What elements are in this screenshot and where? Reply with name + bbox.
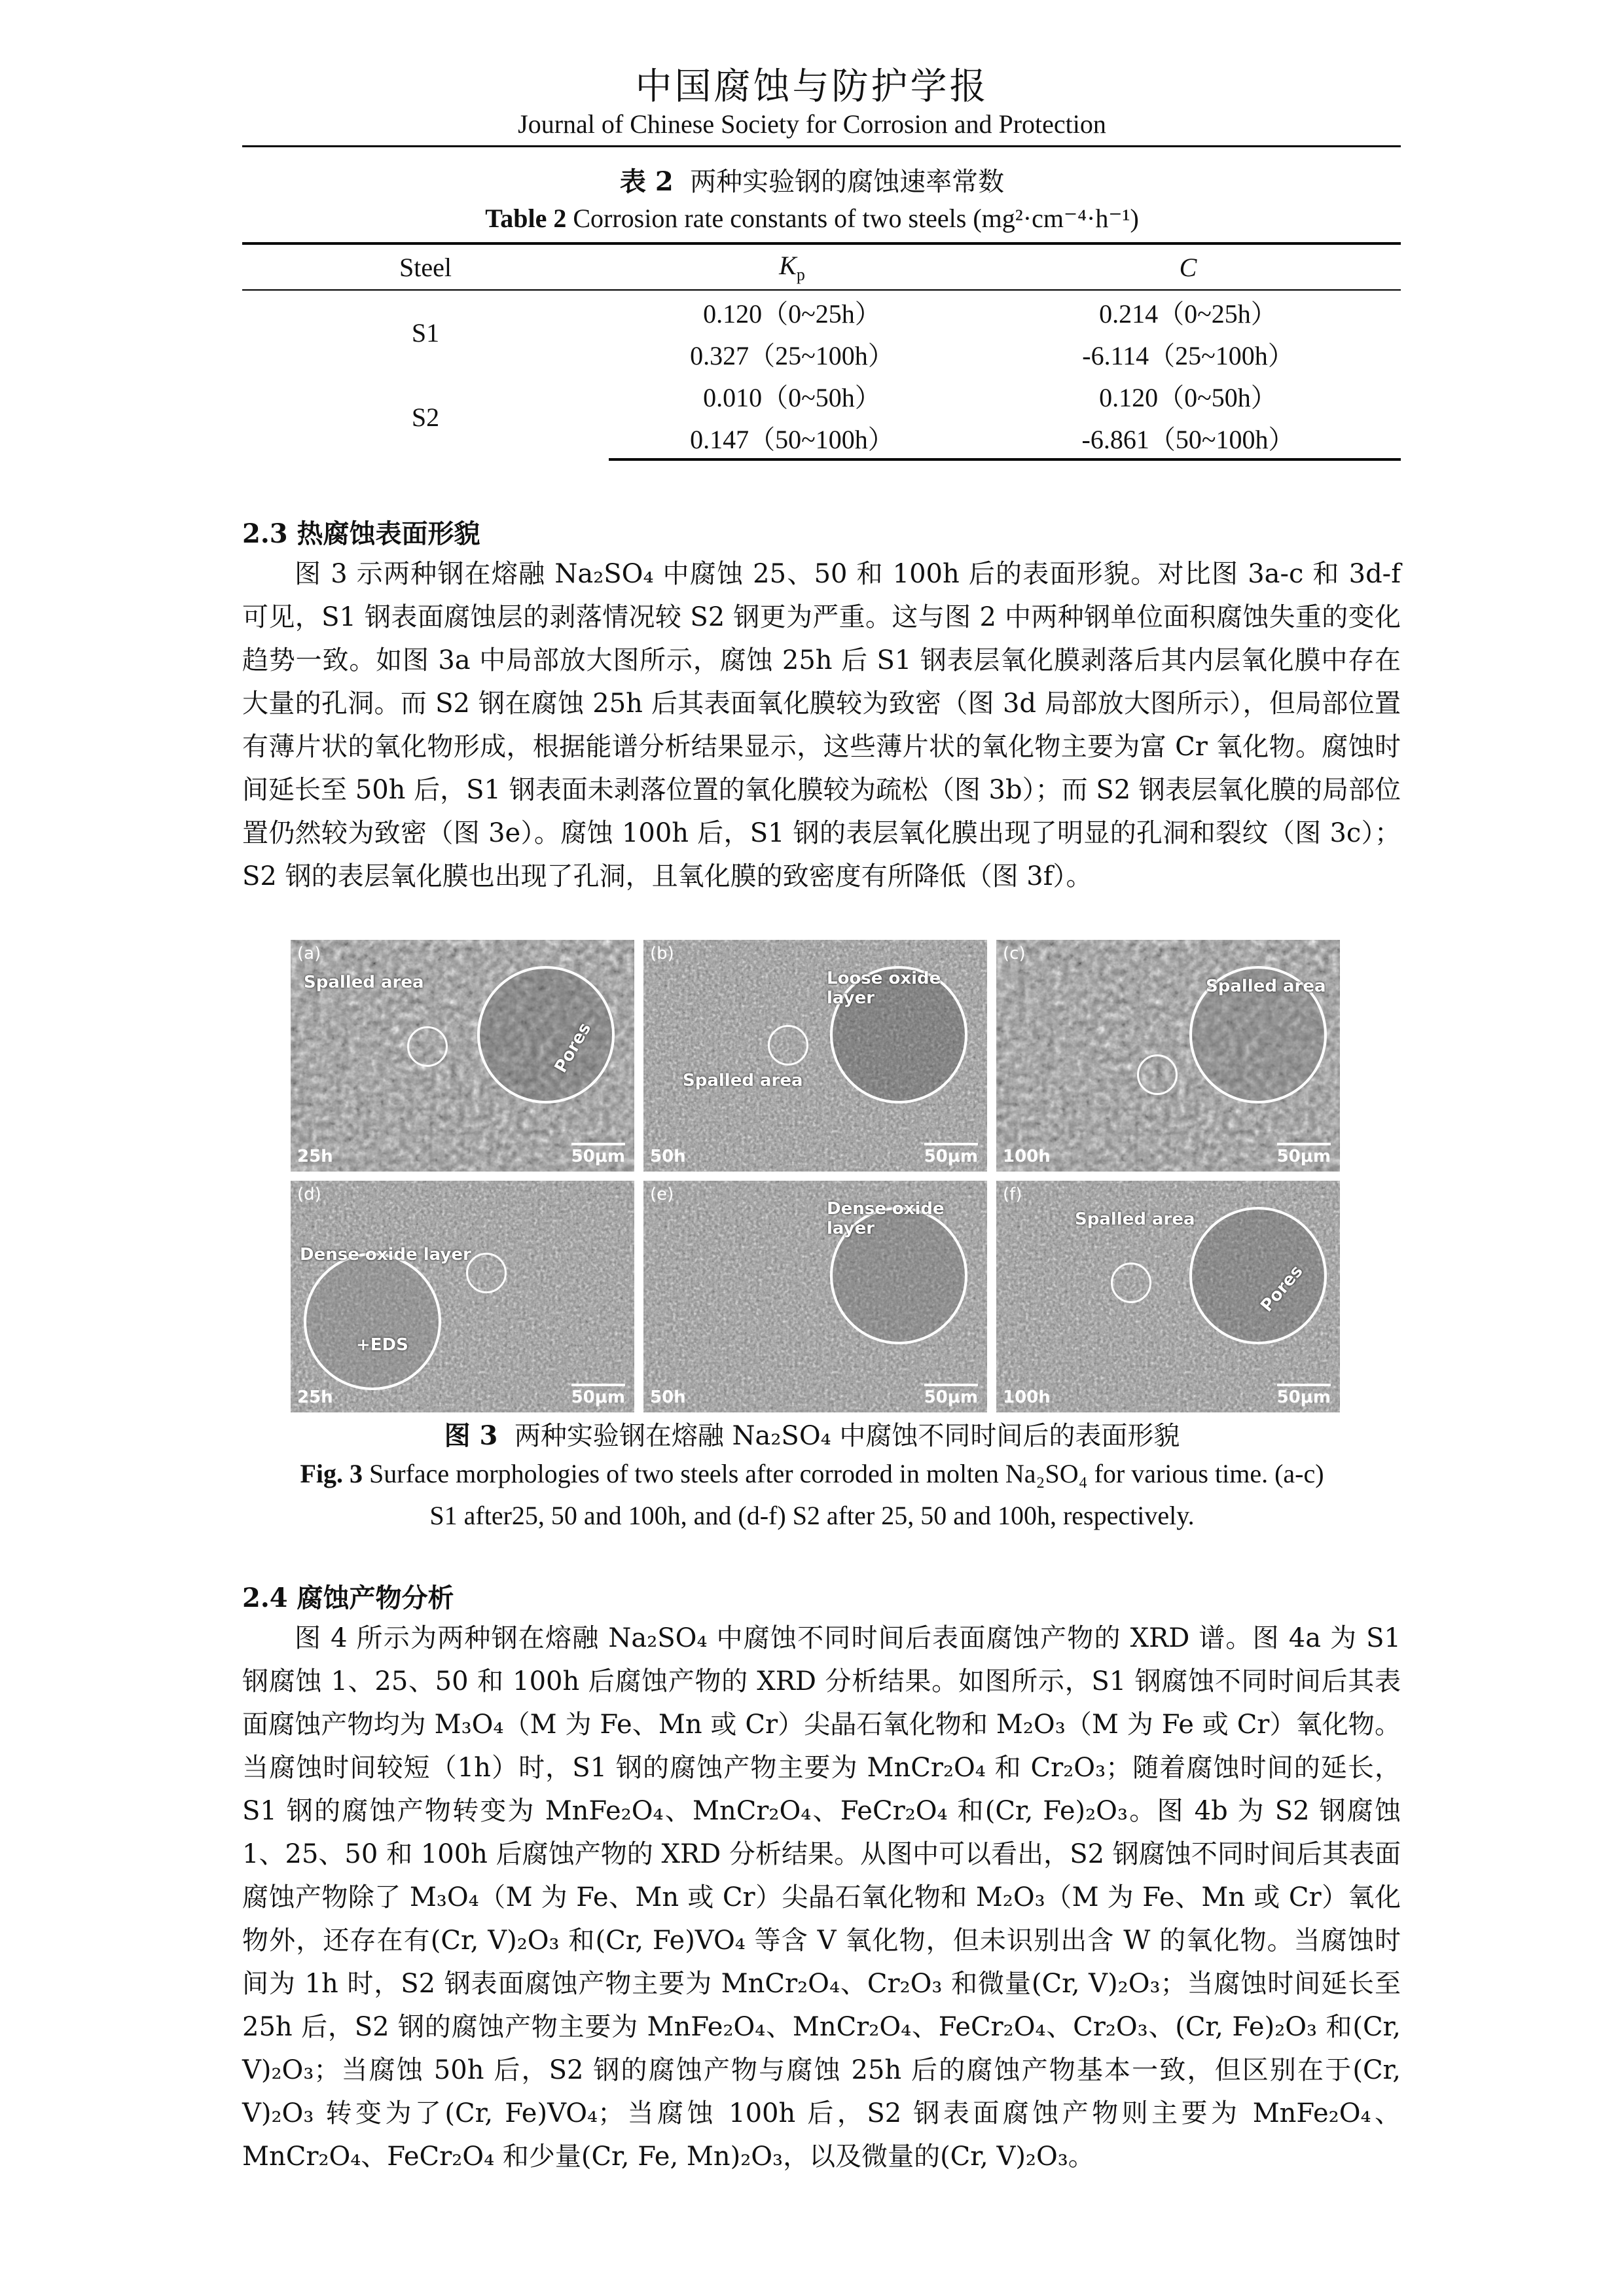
figure-caption-cn — [0, 1415, 1624, 1452]
cell-c: -6.861（50~100h） — [975, 416, 1401, 459]
table-row — [242, 374, 1401, 416]
zoom-origin-circle — [768, 1025, 808, 1066]
panel-time: 50h — [650, 1388, 686, 1407]
annotation: +EDS — [356, 1335, 408, 1355]
panel-time: 25h — [297, 1388, 333, 1407]
header-rule — [242, 145, 1401, 147]
sem-panel-f — [996, 1181, 1340, 1412]
panel-time: 50h — [650, 1147, 686, 1166]
journal-title-en: Journal of Chinese Society for Corrosion and Protection — [518, 109, 1106, 139]
figure-caption-en — [0, 1458, 1624, 1489]
scale-bar: 50μm — [1277, 1143, 1331, 1166]
corrosion-rate-table — [242, 242, 1401, 461]
panel-label: (e) — [650, 1185, 674, 1204]
cell-kp: 0.120（0~25h） — [703, 298, 881, 329]
figure-caption-en-text: Surface morphologies of two steels after corroded in molten Na₂SO₄ for various time. (a-c) — [369, 1459, 1324, 1488]
scale-bar: 50μm — [571, 1143, 625, 1166]
zoom-origin-circle — [407, 1026, 448, 1067]
panel-label: (b) — [650, 944, 674, 963]
header-kp: $K_p$ — [609, 243, 975, 290]
paragraph: 图 3 示两种钢在熔融 Na₂SO₄ 中腐蚀 25、50 和 100h 后的表面形貌。对比图 3a-c 和 3d-f 可见，S1 钢表面腐蚀层的剥落情况较 S2 钢更为严重。这与图 2 中两种钢单位面积腐蚀失重的变化趋势一致。如图 3a 中局部放大图所示，腐蚀 25h 后 S1 钢表层氧化膜剥落后其内层氧化膜中存在大量的孔洞。而 S2 钢在腐蚀 25h 后其表面氧化膜较为致密（图 3d 局部放大图所示），但局部位置有薄片状的氧化物形成，根据能谱分析结果显示，这些薄片状的氧化物主要为富 Cr 氧化物。腐蚀时间延长至 50h 后，S1 钢表面未剥落位置的氧化膜较为疏松（图 3b）；而 S2 钢表层氧化膜的局部位置仍然较为致密（图 3e）。腐蚀 100h 后，S1 钢的表层氧化膜出现了明显的孔洞和裂纹（图 3c）；S2 钢的表层氧化膜也出现了孔洞，且氧化膜的致密度有所降低（图 3f）。 — [242, 559, 1401, 891]
zoom-inset-circle — [477, 966, 615, 1103]
zoom-origin-circle — [466, 1253, 507, 1293]
figure-caption-cn-label: 图 3 — [444, 1420, 498, 1451]
panel-label: (d) — [297, 1185, 321, 1204]
annotation: Spalled area — [1206, 977, 1326, 996]
table-caption-en — [0, 203, 1624, 234]
panel-time: 100h — [1003, 1147, 1051, 1166]
cell-steel: S2 — [411, 402, 440, 432]
scale-bar: 50μm — [924, 1384, 978, 1407]
sem-panel-b — [643, 940, 987, 1172]
cell-kp: 0.010（0~50h） — [703, 382, 881, 412]
annotation: Dense oxide layer — [827, 1199, 945, 1238]
cell-c: -6.114（25~100h） — [1082, 340, 1294, 370]
annotation: Dense oxide layer — [300, 1245, 471, 1265]
figure-3 — [291, 940, 1341, 1412]
section-heading-2-4: 2.4 腐蚀产物分析 — [242, 1583, 454, 1613]
table-header-row — [242, 243, 1401, 290]
table-caption-cn-text: 两种实验钢的腐蚀速率常数 — [690, 167, 1005, 197]
annotation: Pores — [1257, 1261, 1307, 1316]
annotation: Loose oxide layer — [827, 969, 941, 1008]
panel-label: (f) — [1003, 1185, 1022, 1204]
cell-kp: 0.147（50~100h） — [609, 416, 975, 459]
sem-panel-a — [291, 940, 634, 1172]
scale-bar: 50μm — [571, 1384, 625, 1407]
table-caption-en-label: Table 2 — [485, 204, 567, 233]
table-caption-cn-label: 表 2 — [619, 166, 674, 197]
zoom-origin-circle — [1137, 1054, 1178, 1095]
zoom-inset-circle — [1189, 1207, 1327, 1344]
paragraph: 图 4 所示为两种钢在熔融 Na₂SO₄ 中腐蚀不同时间后表面腐蚀产物的 XRD 谱。图 4a 为 S1 钢腐蚀 1、25、50 和 100h 后腐蚀产物的 XRD 分析结果。如图所示，S1 钢腐蚀不同时间后其表面腐蚀产物均为 M₃O₄（M 为 Fe、Mn 或 Cr）尖晶石氧化物和 M₂O₃（M 为 Fe 或 Cr）氧化物。当腐蚀时间较短（1h）时，S1 钢的腐蚀产物主要为 MnCr₂O₄ 和 Cr₂O₃；随着腐蚀时间的延长，S1 钢的腐蚀产物转变为 MnFe₂O₄、MnCr₂O₄、FeCr₂O₄ 和(Cr, Fe)₂O₃。图 4b 为 S2 钢腐蚀 1、25、50 和 100h 后腐蚀产物的 XRD 分析结果。从图中可以看出，S2 钢腐蚀不同时间后其表面腐蚀产物除了 M₃O₄（M 为 Fe、Mn 或 Cr）尖晶石氧化物和 M₂O₃（M 为 Fe、Mn 或 Cr）氧化物外，还存在有(Cr, V)₂O₃ 和(Cr, Fe)VO₄ 等含 V 氧化物，但未识别出含 W 的氧化物。当腐蚀时间为 1h 时，S2 钢表面腐蚀产物主要为 MnCr₂O₄、Cr₂O₃ 和微量(Cr, V)₂O₃；当腐蚀时间延长至 25h 后，S2 钢的腐蚀产物主要为 MnFe₂O₄、MnCr₂O₄、FeCr₂O₄、Cr₂O₃、(Cr, Fe)₂O₃ 和(Cr, V)₂O₃；当腐蚀 50h 后，S2 钢的腐蚀产物与腐蚀 25h 后的腐蚀产物基本一致，但区别在于(Cr, V)₂O₃ 转变为了(Cr, Fe)VO₄；当腐蚀 100h 后，S2 钢表面腐蚀产物则主要为 MnFe₂O₄、MnCr₂O₄、FeCr₂O₄ 和少量(Cr, Fe, Mn)₂O₃，以及微量的(Cr, V)₂O₃。 — [242, 1623, 1401, 2172]
table-caption-en-text: Corrosion rate constants of two steels (mg²·cm⁻⁴·h⁻¹) — [573, 204, 1139, 233]
annotation: Pores — [550, 1019, 596, 1077]
section-2-3-body — [242, 552, 1401, 898]
scale-bar: 50μm — [1277, 1384, 1331, 1407]
scale-bar: 50μm — [924, 1143, 978, 1166]
header-steel: Steel — [242, 243, 609, 290]
figure-caption-en-line2: S1 after25, 50 and 100h, and (d-f) S2 after 25, 50 and 100h, respectively. — [429, 1501, 1195, 1530]
zoom-origin-circle — [1111, 1263, 1151, 1303]
panel-label: (a) — [297, 944, 321, 963]
panel-label: (c) — [1003, 944, 1026, 963]
figure-caption-cn-text: 两种实验钢在熔融 Na₂SO₄ 中腐蚀不同时间后的表面形貌 — [514, 1421, 1180, 1451]
panel-time: 25h — [297, 1147, 333, 1166]
cell-c: 0.214（0~25h） — [1099, 298, 1277, 329]
figure-caption-en-label: Fig. 3 — [300, 1459, 363, 1488]
section-2-4-body — [242, 1617, 1401, 2178]
annotation: Spalled area — [683, 1071, 803, 1090]
cell-steel: S1 — [411, 317, 440, 348]
header-c: C — [975, 243, 1401, 290]
annotation: Spalled area — [1075, 1210, 1195, 1229]
annotation: Spalled area — [304, 973, 424, 992]
sem-panel-c — [996, 940, 1340, 1172]
cell-c: 0.120（0~50h） — [1099, 382, 1277, 412]
zoom-inset-circle — [304, 1253, 441, 1390]
panel-time: 100h — [1003, 1388, 1051, 1407]
sem-panel-d — [291, 1181, 634, 1412]
cell-kp: 0.327（25~100h） — [690, 340, 894, 370]
table-row — [242, 290, 1401, 332]
journal-title-cn: 中国腐蚀与防护学报 — [635, 65, 989, 108]
section-heading-2-3: 2.3 热腐蚀表面形貌 — [242, 518, 480, 549]
table-caption-cn — [0, 161, 1624, 198]
sem-panel-e — [643, 1181, 987, 1412]
